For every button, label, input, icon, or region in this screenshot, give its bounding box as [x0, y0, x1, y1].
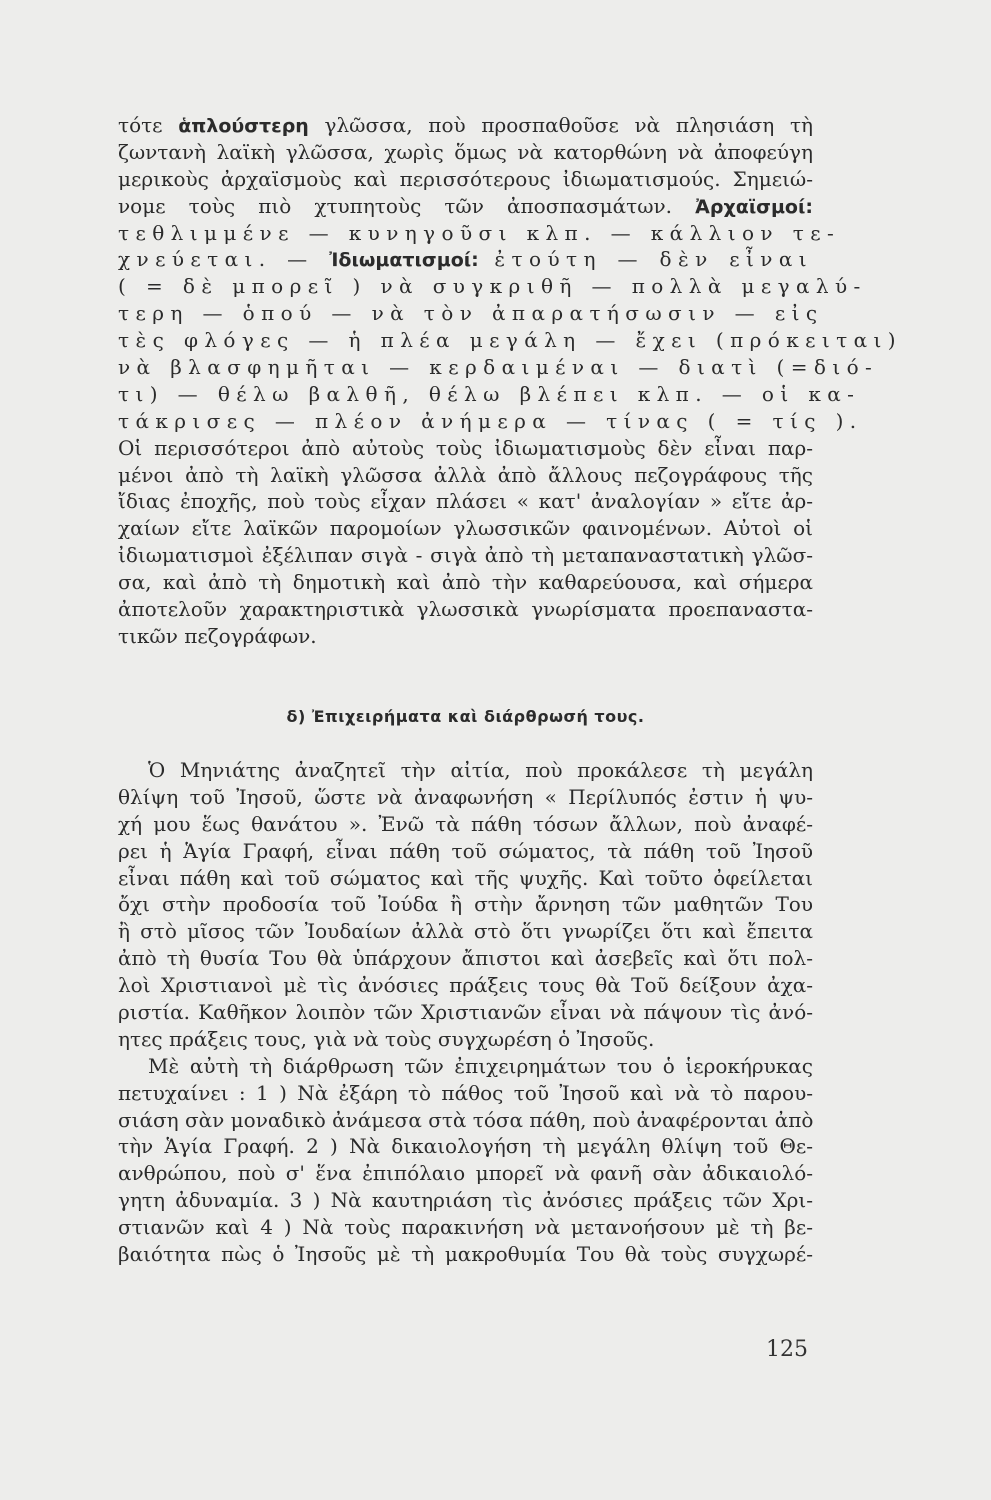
- paragraph-line: ἴδιας ἐποχῆς, ποὺ τοὺς εἶχαν πλάσει « κατ' ἀναλογίαν » εἴτε ἀρ-: [118, 489, 813, 514]
- paragraph-line: ἰδιωματισμοὶ ἐξέλιπαν σιγὰ - σιγὰ ἀπὸ τὴ μεταπαναστατικὴ γλῶσ-: [118, 543, 813, 568]
- section-line: θλίψη τοῦ Ἰησοῦ, ὥστε νὰ ἀναφωνήση « Περίλυπός ἐστιν ἡ ψυ-: [118, 784, 813, 809]
- paragraph-line: νομε τοὺς πιὸ χτυπητοὺς τῶν ἀποσπασμάτων. Ἀρχαϊσμοί:: [118, 193, 813, 218]
- section-body: [118, 757, 813, 1268]
- paragraph-line: ζωντανὴ λαϊκὴ γλῶσσα, χωρὶς ὅμως νὰ κατορθώνη νὰ ἀποφεύγη: [118, 139, 813, 164]
- paragraph-line: τι) — θέλω βαλθῆ, θέλω βλέπει κλπ. — οἱ κα-: [118, 381, 861, 406]
- section-line: ὄχι στὴν προδοσία τοῦ Ἰούδα ἢ στὴν ἄρνηση τῶν μαθητῶν Του: [118, 892, 813, 917]
- paragraph-line: τότε ἁπλούστερη γλῶσσα, ποὺ προσπαθοῦσε νὰ πλησιάση τὴ: [118, 113, 814, 137]
- section-line: βαιότητα πὼς ὁ Ἰησοῦς μὲ τὴ μακροθυμία Του θὰ τοὺς συγχωρέ-: [118, 1242, 813, 1267]
- section-line: χή μου ἕως θανάτου ». Ἐνῶ τὰ πάθη τόσων ἄλλων, ποὺ ἀναφέ-: [118, 811, 813, 836]
- paragraph-line: τικῶν πεζογράφων.: [118, 623, 317, 648]
- paragraph-line: ( = δὲ μπορεῖ ) νὰ συγκριθῆ — πολλὰ μεγαλύ-: [118, 274, 867, 299]
- section-line: Μὲ αὐτὴ τὴ διάρθρωση τῶν ἐπιχειρημάτων του ὁ ἱεροκήρυκας: [148, 1053, 813, 1078]
- paragraph-line: χνεύεται. — Ἰδιωματισμοί: ἐτούτη — δὲν εἶναι: [118, 247, 813, 272]
- paragraph-line: μερικοὺς ἀρχαϊσμοὺς καὶ περισσότερους ἰδιωματισμούς. Σημειώ-: [118, 166, 813, 191]
- paragraph-line: τὲς φλόγες — ἡ πλέα μεγάλη — ἔχει (πρόκειται): [118, 328, 902, 353]
- bold-term: Ἀρχαϊσμοί:: [695, 195, 813, 218]
- paragraph-line: τερη — ὁπού — νὰ τὸν ἀπαρατήσωσιν — εἰς: [118, 301, 824, 326]
- section-line: γητη ἀδυναμία. 3 ) Νὰ καυτηριάση τὶς ἀνόσιες πράξεις τῶν Χρι-: [118, 1188, 813, 1213]
- section-line: πετυχαίνει : 1 ) Νὰ ἐξάρη τὸ πάθος τοῦ Ἰησοῦ καὶ νὰ τὸ παρου-: [118, 1080, 813, 1105]
- section-line: Ὁ Μηνιάτης ἀναζητεῖ τὴν αἰτία, ποὺ προκάλεσε τὴ μεγάλη: [148, 758, 813, 782]
- paragraph-line: τάκρισες — πλέον ἀνήμερα — τίνας ( = τίς ).: [118, 408, 863, 433]
- section-line: ρει ἡ Ἁγία Γραφή, εἶναι πάθη τοῦ σώματος, τὰ πάθη τοῦ Ἰησοῦ: [118, 838, 813, 863]
- section-line: ριστία. Καθῆκον λοιπὸν τῶν Χριστιανῶν εἶναι νὰ πάψουν τὶς ἀνό-: [118, 1000, 813, 1025]
- paragraph-line: τεθλιμμένε — κυνηγοῦσι κλπ. — κάλλιον τε-: [118, 220, 841, 245]
- paragraph-archaisms: [118, 112, 902, 650]
- paragraph-line: σα, καὶ ἀπὸ τὴ δημοτικὴ καὶ ἀπὸ τὴν καθαρεύουσα, καὶ σήμερα: [118, 570, 813, 595]
- section-line: ἀπὸ τὴ θυσία Του θὰ ὑπάρχουν ἄπιστοι καὶ ἀσεβεῖς καὶ ὅτι πολ-: [118, 946, 813, 971]
- bold-term: ἁπλούστερη: [178, 115, 309, 137]
- section-line: λοὶ Χριστιανοὶ μὲ τὶς ἀνόσιες πράξεις τους θὰ Τοῦ δείξουν ἀχα-: [118, 973, 813, 998]
- section-line: ανθρώπου, ποὺ σ' ἕνα ἐπιπόλαιο μπορεῖ νὰ φανῆ σὰν ἀδικαιολό-: [118, 1161, 813, 1186]
- paragraph-line: μένοι ἀπὸ τὴ λαϊκὴ γλῶσσα ἀλλὰ ἀπὸ ἄλλους πεζογράφους τῆς: [118, 462, 813, 487]
- section-line: τὴν Ἁγία Γραφή. 2 ) Νὰ δικαιολογήση τὴ μεγάλη θλίψη τοῦ Θε-: [118, 1134, 813, 1159]
- bold-term: Ἰδιωματισμοί:: [329, 249, 479, 272]
- page-number: 125: [766, 1337, 808, 1362]
- section-line: ἢ στὸ μῖσος τῶν Ἰουδαίων ἀλλὰ στὸ ὅτι γνωρίζει ὅτι καὶ ἔπειτα: [118, 919, 813, 944]
- section-heading: δ) Ἐπιχειρήματα καὶ διάρθρωσή τους.: [286, 707, 645, 726]
- section-line: εἶναι πάθη καὶ τοῦ σώματος καὶ τῆς ψυχῆς. Καὶ τοῦτο ὀφείλεται: [118, 865, 813, 890]
- paragraph-line: χαίων εἴτε λαϊκῶν παρομοίων γλωσσικῶν φαινομένων. Αὐτοὶ οἱ: [118, 516, 813, 541]
- paragraph-line: νὰ βλασφημῆται — κερδαιμέναι — διατὶ (=διό-: [118, 355, 879, 380]
- section-line: στιανῶν καὶ 4 ) Νὰ τοὺς παρακινήση νὰ μετανοήσουν μὲ τὴ βε-: [118, 1215, 813, 1240]
- section-line: σιάση σὰν μοναδικὸ ἀνάμεσα στὰ τόσα πάθη, ποὺ ἀναφέρονται ἀπὸ: [118, 1107, 814, 1132]
- paragraph-line: Οἱ περισσότεροι ἀπὸ αὐτοὺς τοὺς ἰδιωματισμοὺς δὲν εἶναι παρ-: [118, 435, 813, 460]
- section-line: ητες πράξεις τους, γιὰ νὰ τοὺς συγχωρέση ὁ Ἰησοῦς.: [118, 1026, 655, 1051]
- paragraph-line: ἀποτελοῦν χαρακτηριστικὰ γλωσσικὰ γνωρίσματα προεπαναστα-: [118, 597, 813, 622]
